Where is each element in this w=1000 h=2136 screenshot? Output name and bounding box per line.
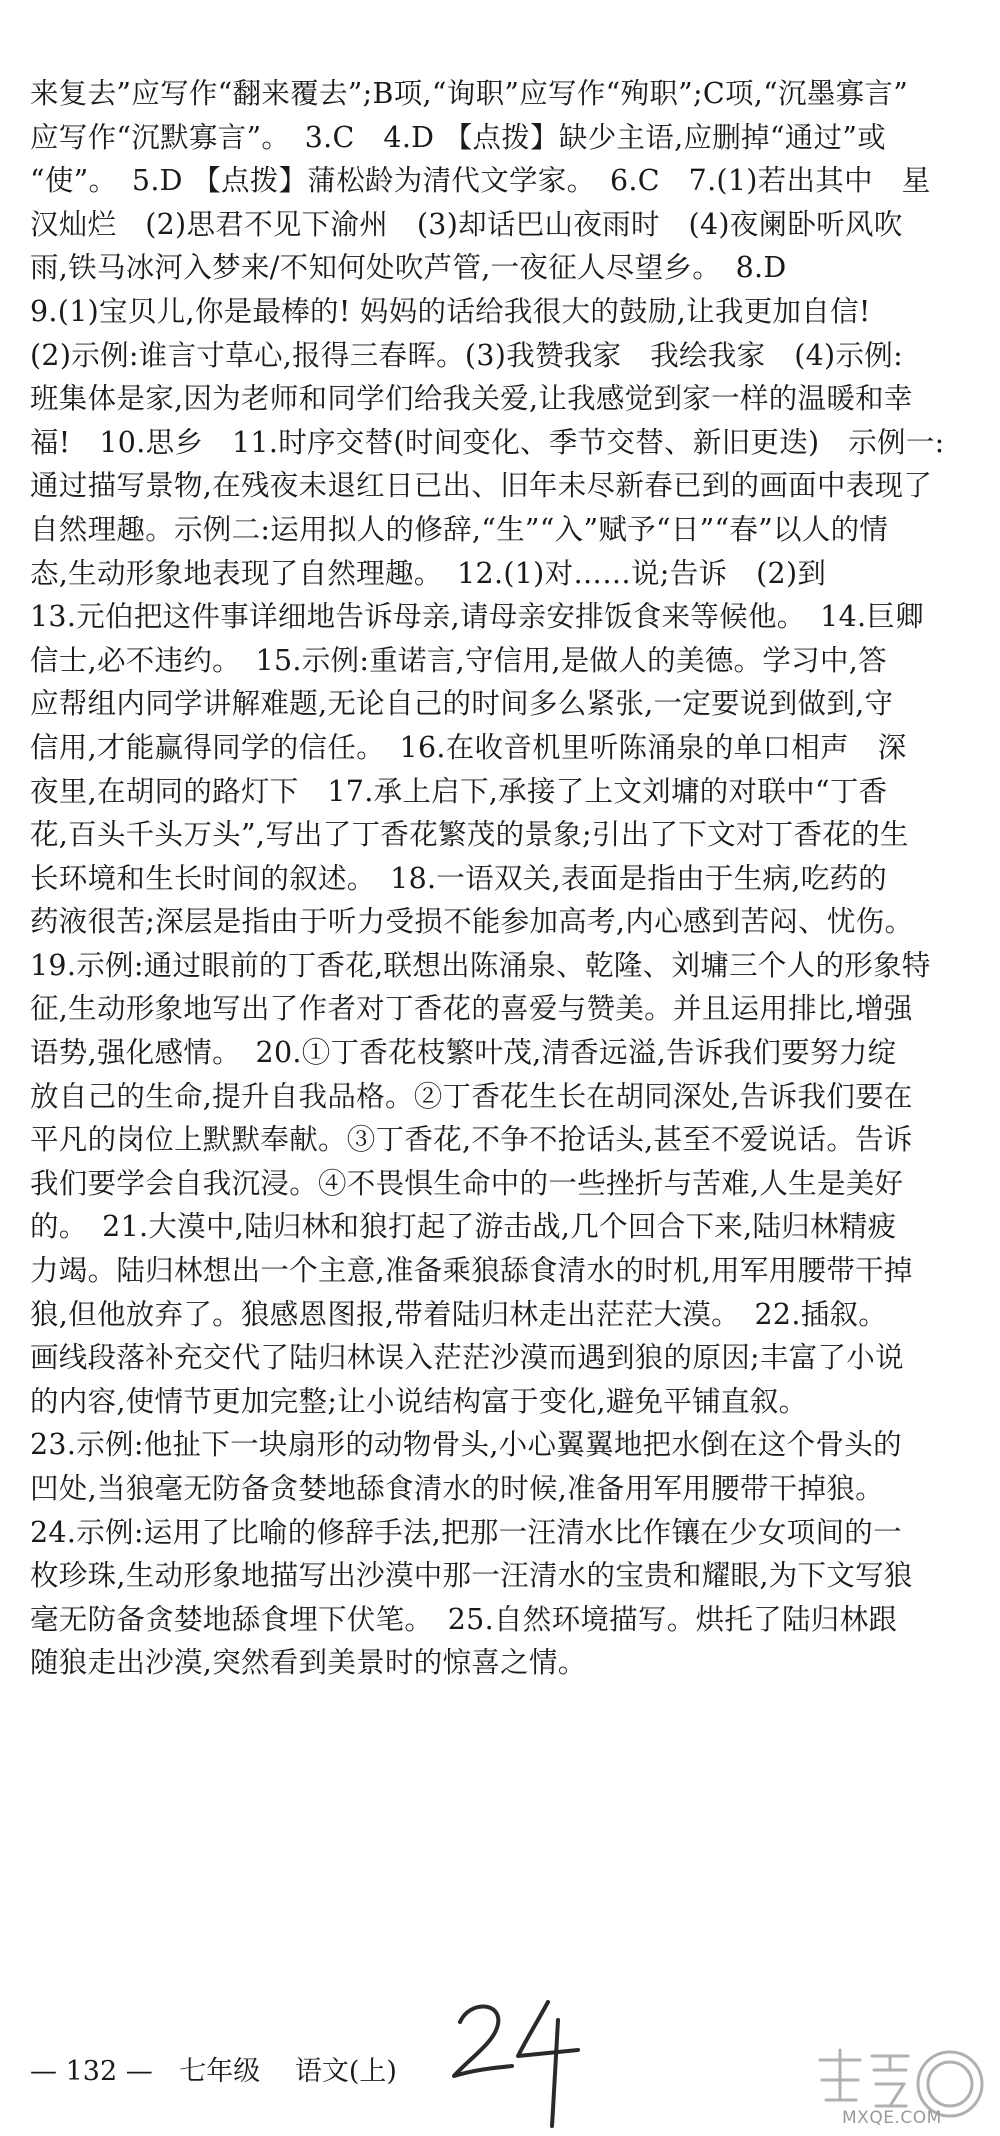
- subject-label: 语文(上): [294, 2056, 397, 2087]
- answer-line: 13.元伯把这件事详细地告诉母亲,请母亲安排饭食来等候他。 14.巨卿: [30, 600, 924, 634]
- answer-line: 汉灿烂 (2)思君不见下渝州 (3)却话巴山夜雨时 (4)夜阑卧听风吹: [30, 207, 903, 241]
- answer-line: 信用,才能赢得同学的信任。 16.在收音机里听陈涌泉的单口相声 深: [30, 730, 907, 764]
- answer-line: 凹处,当狼毫无防备贪婪地舔食清水的时候,准备用军用腰带干掉狼。: [30, 1472, 884, 1505]
- watermark-site: MXQE.COM: [842, 2108, 942, 2128]
- answer-line: 枚珍珠,生动形象地描写出沙漠中那一汪清水的宝贵和耀眼,为下文写狼: [30, 1559, 913, 1593]
- answer-line: 的。 21.大漠中,陆归林和狼打起了游击战,几个回合下来,陆归林精疲: [30, 1210, 897, 1244]
- answer-line: 征,生动形象地写出了作者对丁香花的喜爱与赞美。并且运用排比,增强: [30, 992, 913, 1026]
- answer-line: 毫无防备贪婪地舔食埋下伏笔。 25.自然环境描写。烘托了陆归林跟: [30, 1602, 898, 1636]
- answer-line: 应写作“沉默寡言”。 3.C 4.D 【点拨】缺少主语,应删掉“通过”或: [30, 120, 886, 154]
- handwritten-number-drawing: [440, 1980, 590, 2130]
- page-footer: [30, 2050, 397, 2094]
- answer-line: 长环境和生长时间的叙述。 18.一语双关,表面是指由于生病,吃药的: [30, 861, 888, 895]
- answer-line: 班集体是家,因为老师和同学们给我关爱,让我感觉到家一样的温暖和幸: [30, 382, 913, 416]
- answer-line: 24.示例:运用了比喻的修辞手法,把那一汪清水比作镶在少女项间的一: [30, 1515, 902, 1549]
- answer-line: 的内容,使情节更加完整;让小说结构富于变化,避免平铺直叙。: [30, 1384, 808, 1418]
- answer-line: 9.(1)宝贝儿,你是最棒的! 妈妈的话给我很大的鼓励,让我更加自信!: [30, 294, 871, 328]
- answer-line: 随狼走出沙漠,突然看到美景时的惊喜之情。: [30, 1646, 587, 1680]
- answer-line: 我们要学会自我沉浸。④不畏惧生命中的一些挫折与苦难,人生是美好: [30, 1166, 904, 1200]
- answer-line: 画线段落补充交代了陆归林误入茫茫沙漠而遇到狼的原因;丰富了小说: [30, 1341, 904, 1375]
- answer-line: 花,百头千头万头”,写出了丁香花繁茂的景象;引出了下文对丁香花的生: [30, 818, 909, 852]
- answer-line: 药液很苦;深层是指由于听力受损不能参加高考,内心感到苦闷、忧伤。: [30, 905, 914, 939]
- answer-line: (2)示例:谁言寸草心,报得三春晖。(3)我赞我家 我绘我家 (4)示例:: [30, 338, 903, 372]
- answer-line: 力竭。陆归林想出一个主意,准备乘狼舔食清水的时机,用军用腰带干掉: [30, 1254, 913, 1288]
- answer-line: 来复去”应写作“翻来覆去”;B项,“询职”应写作“殉职”;C项,“沉墨寡言”: [30, 77, 909, 110]
- answer-line: 语势,强化感情。 20.①丁香花枝繁叶茂,清香远溢,告诉我们要努力绽: [30, 1036, 897, 1070]
- answer-line: 放自己的生命,提升自我品格。②丁香花生长在胡同深处,告诉我们要在: [30, 1079, 913, 1113]
- page-number: — 132 —: [30, 2056, 153, 2087]
- answer-line: 应帮组内同学讲解难题,无论自己的时间多么紧张,一定要说到做到,守: [30, 687, 894, 721]
- answer-line: 夜里,在胡同的路灯下 17.承上启下,承接了上文刘墉的对联中“丁香: [30, 774, 888, 808]
- answer-line: “使”。 5.D 【点拨】蒲松龄为清代文学家。 6.C 7.(1)若出其中 星: [30, 164, 931, 198]
- answer-line: 雨,铁马冰河入梦来/不知何处吹芦管,一夜征人尽望乡。 8.D: [30, 251, 787, 285]
- answer-line: 23.示例:他扯下一块扇形的动物骨头,小心翼翼地把水倒在这个骨头的: [30, 1428, 902, 1462]
- answer-line: 平凡的岗位上默默奉献。③丁香花,不争不抢话头,甚至不爱说话。告诉: [30, 1123, 913, 1157]
- grade-label: 七年级: [179, 2056, 261, 2087]
- answer-line: 通过描写景物,在残夜未退红日已出、旧年未尽新春已到的画面中表现了: [30, 469, 933, 503]
- answer-line: 态,生动形象地表现了自然理趣。 12.(1)对……说;告诉 (2)到: [30, 556, 827, 590]
- answer-text-block: [30, 72, 970, 1685]
- answer-line: 自然理趣。示例二:运用拟人的修辞,“生”“入”赋予“日”“春”以人的情: [30, 512, 889, 546]
- answer-line: 福! 10.思乡 11.时序交替(时间变化、季节交替、新旧更迭) 示例一:: [30, 425, 945, 459]
- answer-line: 狼,但他放弃了。狼感恩图报,带着陆归林走出茫茫大漠。 22.插叙。: [30, 1297, 888, 1331]
- answer-line: 信士,必不违约。 15.示例:重诺言,守信用,是做人的美德。学习中,答: [30, 643, 887, 677]
- answer-line: 19.示例:通过眼前的丁香花,联想出陈涌泉、乾隆、刘墉三个人的形象特: [30, 948, 931, 982]
